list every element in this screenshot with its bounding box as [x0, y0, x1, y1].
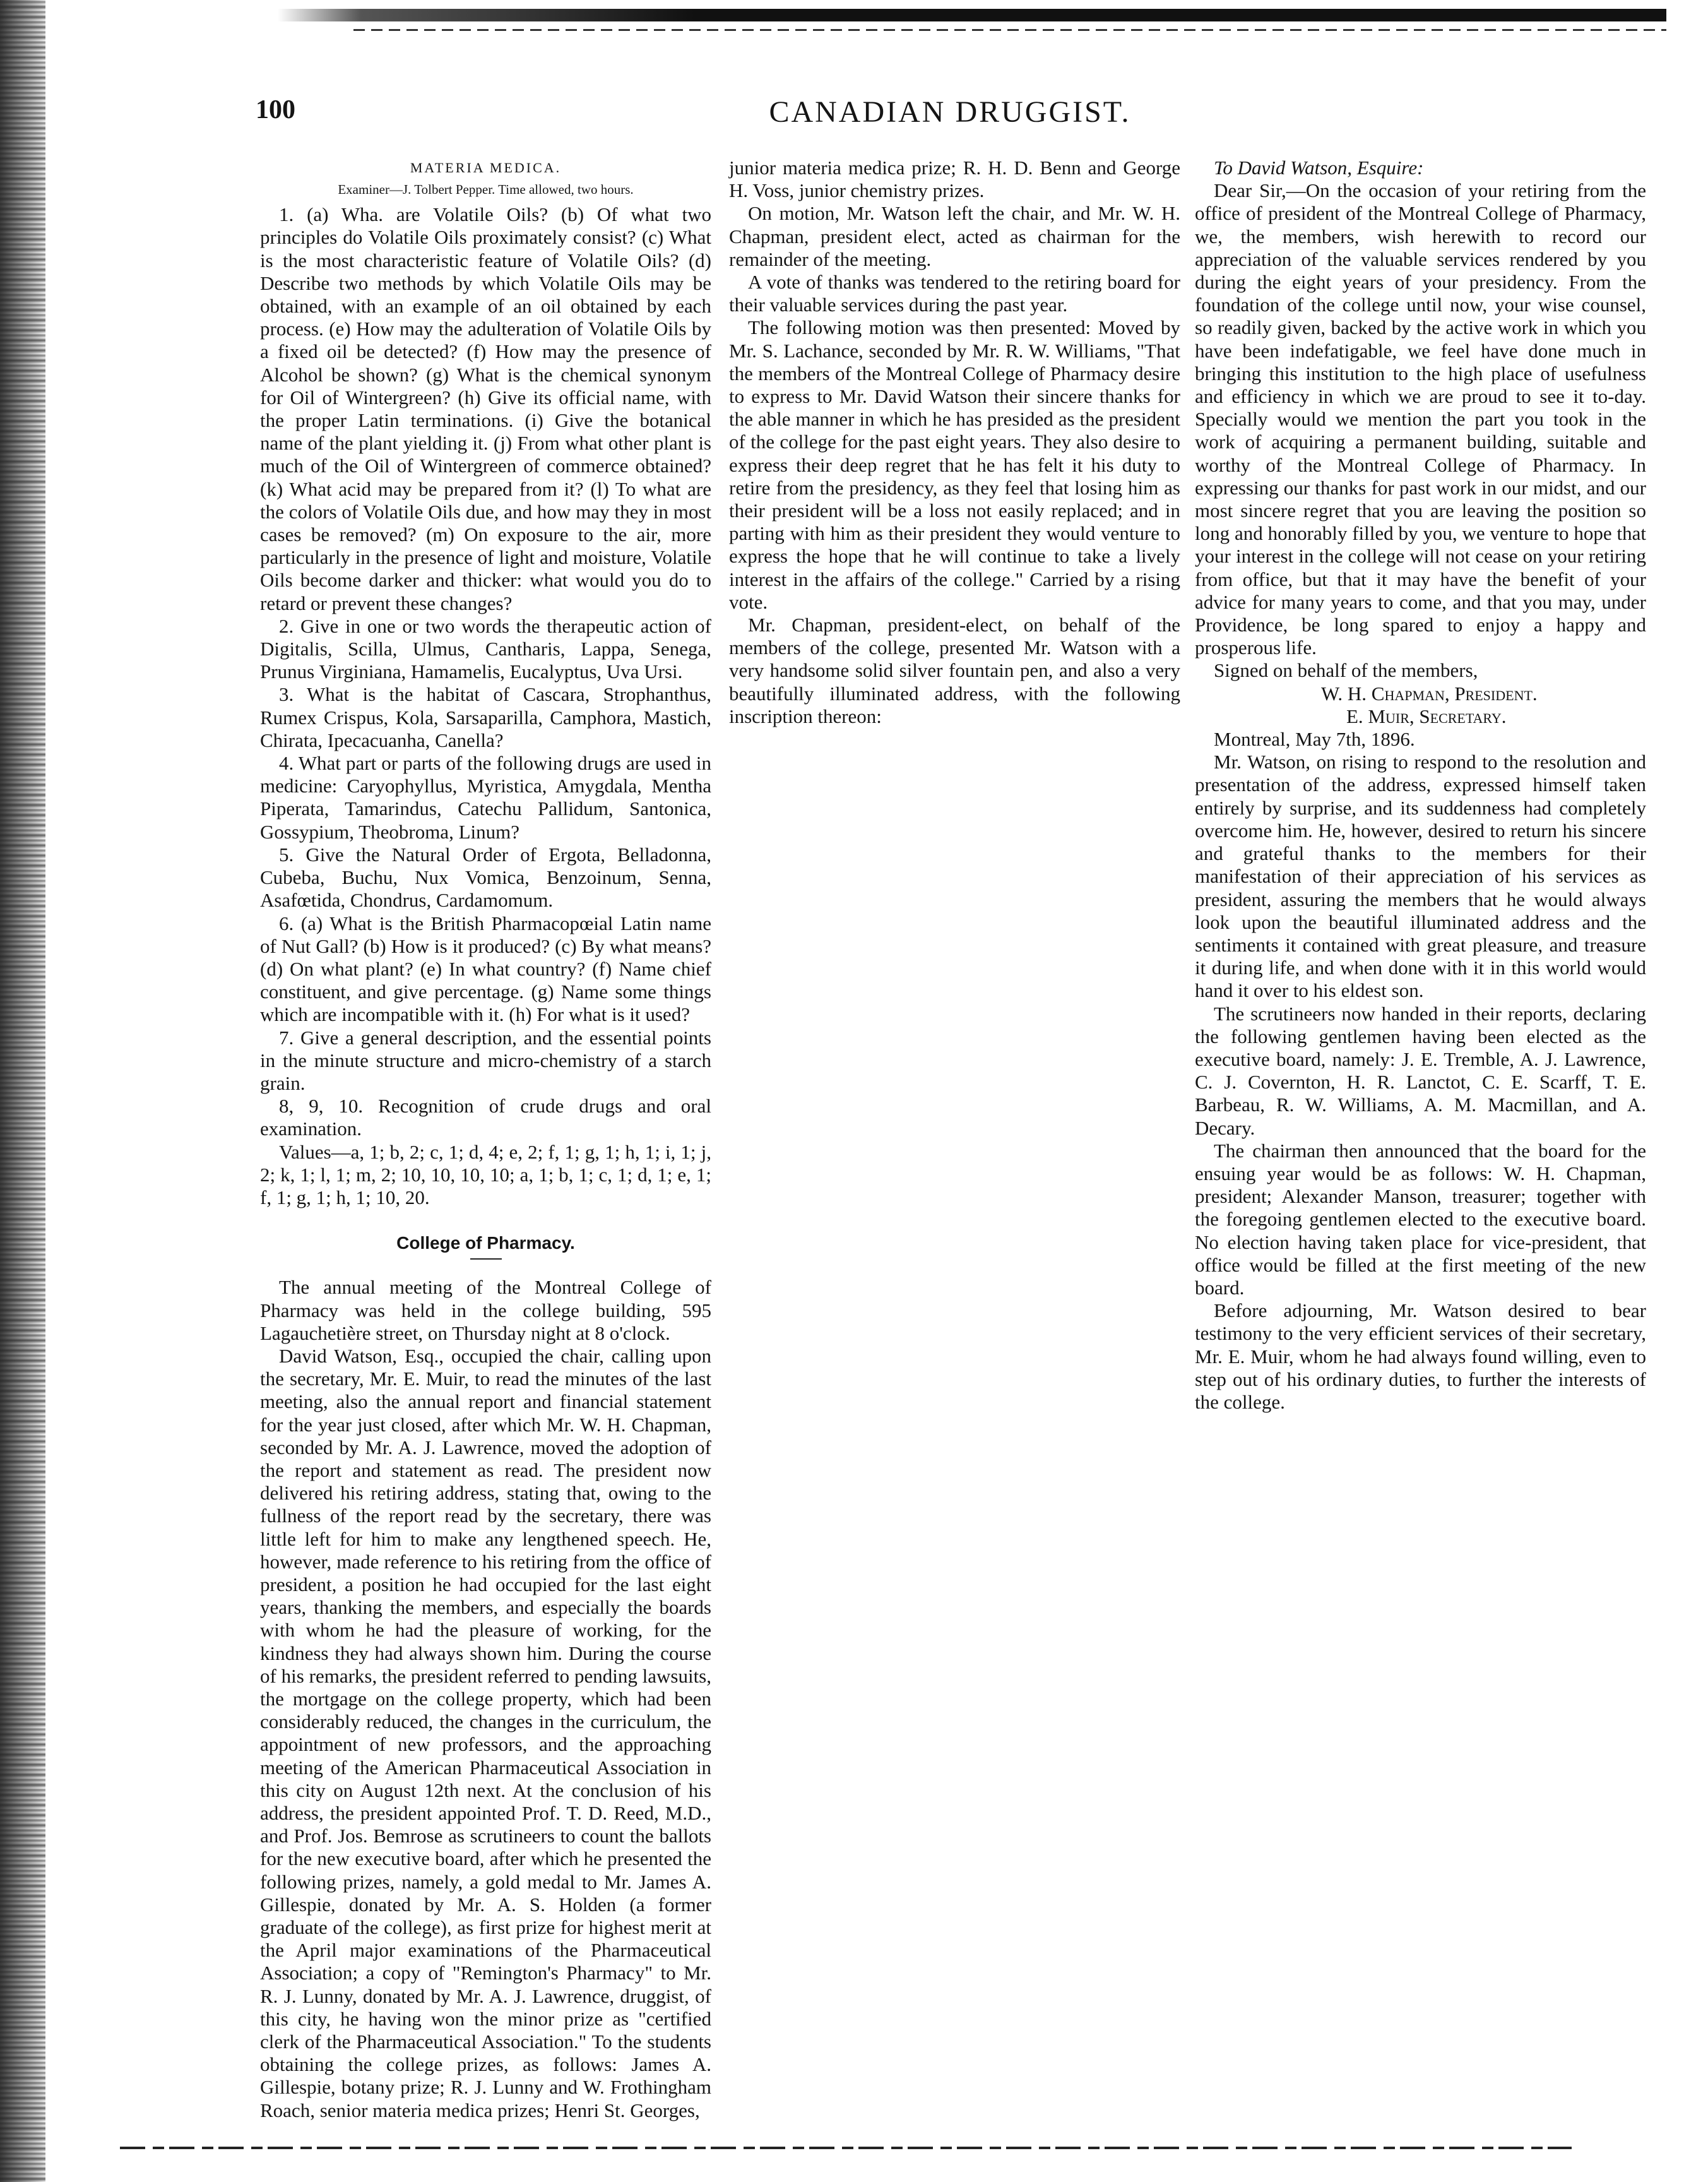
scan-binding-edge: [0, 0, 45, 2182]
column-1: [260, 157, 711, 2122]
journal-title: CANADIAN DRUGGIST.: [769, 95, 1131, 129]
top-rule-dashed: [353, 29, 1666, 31]
college-para-9: The chairman then announced that the board for the ensuing year would be as follows: W. H. Chapman, president; Alexander Manson, treasurer; together with the foregoing gentlemen elected to the executive board. No election having taken place for vice-president, that office would be filled at the first meeting of the new board.: [1195, 1139, 1646, 1299]
college-para-4: A vote of thanks was tendered to the retiring board for their valuable services during the past year.: [729, 271, 1180, 316]
top-rule: [278, 9, 1666, 21]
materia-medica-heading: MATERIA MEDICA.: [410, 160, 562, 176]
values-line: Values—a, 1; b, 2; c, 1; d, 4; e, 2; f, 1; g, 1; h, 1; i, 1; j, 2; k, 1; l, 1; m, 2; 10, 10, 10, 10; a, 1; b, 1; c, 1; d, 1; e, 1; f, 1; g, 1; h, 1; 10, 20.: [260, 1140, 711, 1208]
college-para-2-continued: junior materia medica prize; R. H. D. Benn and George H. Voss, junior chemistry prizes.: [729, 157, 1180, 202]
college-heading: College of Pharmacy.: [396, 1233, 575, 1253]
question-5: 5. Give the Natural Order of Ergota, Belladonna, Cubeba, Buchu, Nux Vomica, Benzoinum, Senna, Asafœtida, Chondrus, Cardamomum.: [260, 843, 711, 912]
column-3: [1195, 157, 1646, 1414]
page-header: [256, 95, 1644, 139]
question-7: 7. Give a general description, and the essential points in the minute structure and micro-chemistry of a starch grain.: [260, 1026, 711, 1094]
question-1: 1. (a) Wha. are Volatile Oils? (b) Of what two principles do Volatile Oils proximately consist? (c) What is the most characteristic feature of Volatile Oils? (d) Describe two methods by which Volatile Oils may be obtained, with an example of an oil obtained by each process. (e) How may the adulteration of Volatile Oils by a fixed oil be detected? (f) How may the presence of Alcohol be shown? (g) What is the chemical synonym for Oil of Wintergreen? (h) Give its official name, with the proper Latin terminations. (i) Give the botanical name of the plant yielding it. (j) From what other plant is much of the Oil of Wintergreen of commerce obtained? (k) What acid may be prepared from it? (l) To what are the colors of Volatile Oils due, and how may they in most cases be removed? (m) On exposure to the air, more particularly in the presence of light and moisture, Volatile Oils become darker and thicker: what would you do to retard or prevent these changes?: [260, 203, 711, 614]
college-para-7: Mr. Watson, on rising to respond to the resolution and presentation of the address, expressed himself taken entirely by surprise, and its suddenness had completely overcome him. He, however, desired to return his sincere and grateful thanks to the members for their manifestation of their appreciation of his services as president, assuring the members that he would always look upon the beautiful illuminated address and the sentiments it contained with great pleasure, and treasure it during life, and when done with it in this world would hand it over to his eldest son.: [1195, 751, 1646, 1002]
question-8-10: 8, 9, 10. Recognition of crude drugs and oral examination.: [260, 1095, 711, 1140]
college-para-10: Before adjourning, Mr. Watson desired to bear testimony to the very efficient services of their secretary, Mr. E. Muir, whom he had always found willing, even to step out of his ordinary duties, to further the interests of the college.: [1195, 1299, 1646, 1413]
question-3: 3. What is the habitat of Cascara, Strophanthus, Rumex Crispus, Kola, Sarsaparilla, Camphora, Mastich, Chirata, Ipecacuanha, Canella?: [260, 683, 711, 751]
college-para-5: The following motion was then presented: Moved by Mr. S. Lachance, seconded by Mr. R. W. Williams, "That the members of the Montreal College of Pharmacy desire to express to Mr. David Watson their sincere thanks for the able manner in which he has presided as the president of the college for the past eight years. They also desire to express their deep regret that he has felt it his duty to retire from the presidency, as they feel that losing him as their president will be a loss not easily replaced; and in parting with him as their president they would venture to express the hope that he will continue to take a lively interest in the affairs of the college." Carried by a rising vote.: [729, 316, 1180, 613]
address-body: Dear Sir,—On the occasion of your retiring from the office of president of the Montreal College of Pharmacy, we, the members, wish herewith to record our appreciation of the valuable services rendered by you during the eight years of your presidency. From the foundation of the college until now, your wise counsel, so readily given, backed by the active work in which you have been indefatigable, we feel have done much in bringing this institution to the high place of usefulness and efficiency in which we are proud to see it to-day. Specially would we mention the part you took in the work of acquiring a permanent building, suitable and worthy of the Montreal College of Pharmacy. In expressing our thanks for past work in our midst, and our most sincere regret that you are leaving the position so long and honorably filled by you, we venture to hope that your interest in the college will not cease on your retiring from office, but that it may have the benefit of your advice for many years to come, and that you may, under Providence, be long spared to enjoy a happy and prosperous life.: [1195, 179, 1646, 659]
question-2: 2. Give in one or two words the therapeutic action of Digitalis, Scilla, Ulmus, Cantharis, Lappa, Senega, Prunus Virginiana, Hamamelis, Eucalyptus, Uva Ursi.: [260, 614, 711, 683]
college-para-6: Mr. Chapman, president-elect, on behalf of the members of the college, presented Mr. Watson with a very handsome solid silver fountain pen, and also a very beautifully illuminated address, with the following inscription thereon:: [729, 614, 1180, 727]
page-number: 100: [256, 95, 295, 124]
college-para-8: The scrutineers now handed in their reports, declaring the following gentlemen having been elected as the executive board, namely: J. E. Tremble, A. J. Lawrence, C. J. Covernton, H. R. Lanctot, C. E. Scarff, T. E. Barbeau, R. W. Williams, A. M. Macmillan, and A. Decary.: [1195, 1002, 1646, 1139]
question-6: 6. (a) What is the British Pharmacopœial Latin name of Nut Gall? (b) How is it produced? (c) By what means? (d) On what plant? (e) In what country? (f) Name chief constituent, and give percentage. (g) Name some things which are incompatible with it. (h) For what is it used?: [260, 912, 711, 1026]
signature-secretary: E. Muir, Secretary.: [1346, 705, 1507, 727]
college-para-2: David Watson, Esq., occupied the chair, calling upon the secretary, Mr. E. Muir, to read the minutes of the last meeting, also the annual report and financial statement for the year just closed, after which Mr. W. H. Chapman, seconded by Mr. A. J. Lawrence, moved the adoption of the report and statement as read. The president now delivered his retiring address, stating that, owing to the fullness of the report read by the secretary, there was little left for him to make any lengthened speech. He, however, made reference to his retiring from the office of president, a position he had occupied for the last eight years, thanking the members, and especially the boards with whom he had the pleasure of working, for the kindness they had always shown him. During the course of his remarks, the president referred to pending lawsuits, the mortgage on the college property, which had been considerably reduced, the changes in the curriculum, the appointment of new professors, and the approaching meeting of the American Pharmaceutical Association in this city on August 12th next. At the conclusion of his address, the president appointed Prof. T. D. Reed, M.D., and Prof. Jos. Bemrose as scrutineers to count the ballots for the new executive board, after which he presented the following prizes, namely, a gold medal to Mr. James A. Gillespie, donated by Mr. A. S. Holden (a former graduate of the college), as first prize for highest merit at the April major examinations of the Pharmaceutical Association; a copy of "Remington's Pharmacy" to Mr. R. J. Lunny, donated by Mr. A. J. Lawrence, druggist, of this city, he having won the minor prize as "certified clerk of the Pharmaceutical Association." To the students obtaining the college prizes, as follows: James A. Gillespie, botany prize; R. J. Lunny and W. Frothingham Roach, senior materia medica prizes; Henri St. Georges,: [260, 1344, 711, 2121]
signed-line: Signed on behalf of the members,: [1214, 659, 1478, 682]
bottom-rule: [120, 2147, 1572, 2149]
place-date: Montreal, May 7th, 1896.: [1214, 728, 1415, 751]
signature-president: W. H. Chapman, President.: [1321, 682, 1538, 705]
column-2: [729, 157, 1180, 728]
college-para-1: The annual meeting of the Montreal College of Pharmacy was held in the college building, 595 Lagauchetière street, on Thursday night at 8 o'clock.: [260, 1276, 711, 1344]
address-recipient: To David Watson, Esquire:: [1214, 157, 1424, 179]
heading-rule: [470, 1258, 502, 1260]
college-para-2-start: [260, 1345, 711, 2122]
question-4: 4. What part or parts of the following drugs are used in medicine: Caryophyllus, Myristica, Amygdala, Mentha Piperata, Tamarindus, Catechu Pallidum, Santonica, Gossypium, Theobroma, Linum?: [260, 752, 711, 843]
examiner-line: Examiner—J. Tolbert Pepper. Time allowed, two hours.: [338, 182, 634, 198]
college-para-3: On motion, Mr. Watson left the chair, and Mr. W. H. Chapman, president elect, acted as chairman for the remainder of the meeting.: [729, 202, 1180, 270]
